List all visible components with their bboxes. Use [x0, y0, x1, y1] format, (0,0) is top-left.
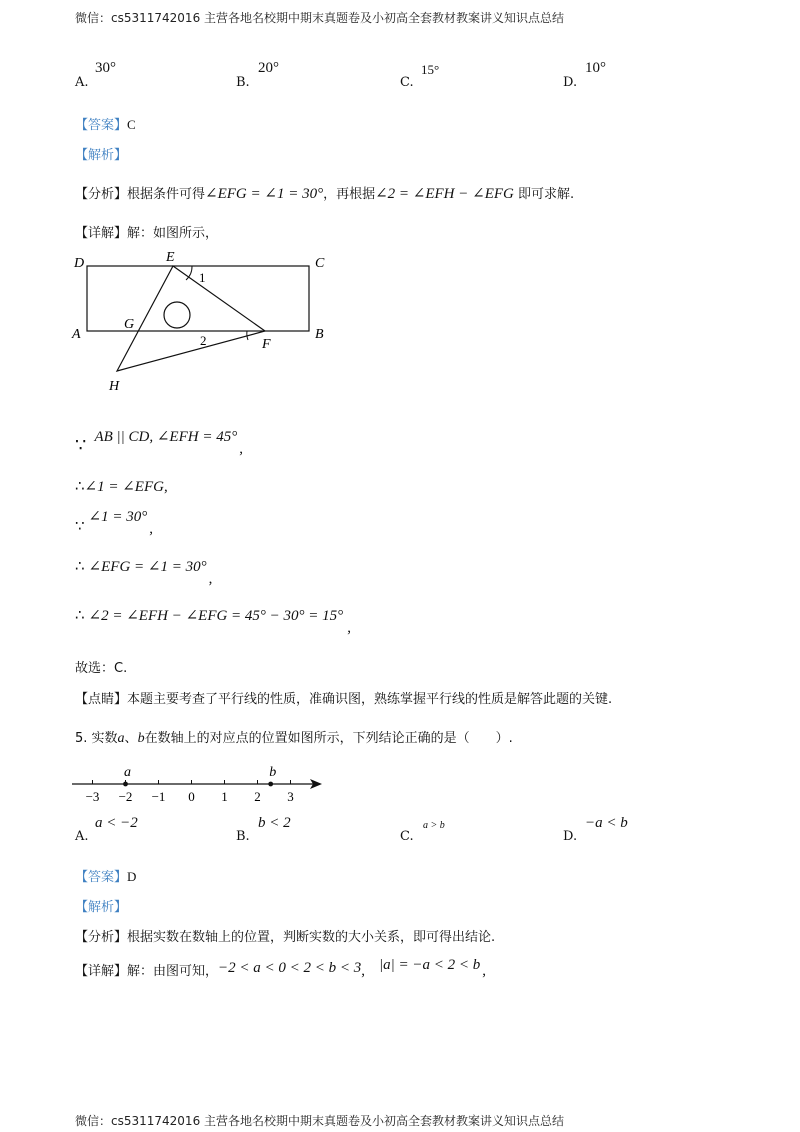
answer-line: [75, 114, 136, 133]
step-line: ∵ AB || CD, ∠EFH = 45°,: [75, 429, 243, 457]
xiangjie-tag: 【详解】: [75, 226, 128, 241]
option-letter: C.: [400, 75, 414, 90]
label-h: H: [109, 379, 120, 394]
xiangjie-text: 解：由图可知，: [127, 964, 219, 979]
conclusion-line: 故选：C.: [75, 661, 128, 676]
dianjing-tag: 【点睛】: [75, 692, 128, 707]
option-letter: B.: [236, 829, 250, 844]
triangle-efh: [117, 266, 265, 371]
label-f: F: [262, 337, 271, 352]
label-c: C: [315, 256, 325, 271]
option-value: 15°: [421, 62, 440, 77]
fenxi-text: 根据条件可得: [127, 187, 206, 202]
answer-tag: 【答案】: [75, 870, 128, 885]
analysis-line: [75, 183, 574, 203]
jiexi-tag: 【解析】: [75, 900, 128, 915]
option-value: −a < b: [585, 815, 628, 831]
label-a: A: [72, 327, 81, 342]
analysis-line: [75, 926, 495, 945]
option-value: b < 2: [258, 815, 291, 831]
tick-label: 0: [188, 789, 195, 804]
page-header: 微信：cs5311742016 主营各地名校期中期末真题卷及小初高全套教材教案讲义知识点总结: [75, 11, 565, 25]
option-letter: A.: [75, 75, 89, 90]
point-a: [123, 782, 128, 787]
option-letter: A.: [75, 829, 89, 844]
page-footer: 微信：cs5311742016 主营各地名校期中期末真题卷及小初高全套教材教案讲义知识点总结: [75, 1114, 565, 1128]
rectangle-dcba: [87, 266, 309, 331]
step-line: ∵ ∠1 = 30°,: [75, 509, 153, 537]
option-value: a < −2: [95, 815, 138, 831]
label-angle-1: 1: [199, 270, 206, 285]
label-e: E: [166, 250, 175, 265]
answer-line: [75, 866, 136, 885]
detail-line: [75, 222, 218, 241]
xiangjie-math: |a| = −a < 2 < b: [379, 957, 481, 973]
fenxi-text: 即可求解.: [513, 187, 575, 202]
fenxi-text: ，再根据: [323, 187, 376, 202]
note-line: [75, 688, 612, 707]
answer-tag: 【答案】: [75, 118, 128, 133]
tick-label: 2: [254, 789, 261, 804]
point-b: [268, 782, 273, 787]
fenxi-tag: 【分析】: [75, 187, 128, 202]
option-letter: B.: [236, 75, 250, 90]
question-5-stem: 5. 实数a、b在数轴上的对应点的位置如图所示，下列结论正确的是（ ）.: [75, 731, 513, 746]
option-value: 10°: [585, 60, 606, 76]
answer-value: D: [127, 869, 137, 884]
point-label-a: a: [124, 765, 131, 780]
label-g: G: [124, 317, 135, 332]
geometry-figure: [60, 245, 360, 400]
label-b: B: [315, 327, 324, 342]
label-angle-2: 2: [200, 333, 207, 348]
fenxi-tag: 【分析】: [75, 930, 128, 945]
tick-label: −3: [85, 789, 100, 804]
fenxi-math: ∠EFG = ∠1 = 30°: [205, 186, 324, 202]
xiangjie-tag: 【详解】: [75, 964, 128, 979]
option-letter: D.: [563, 75, 578, 90]
step-line: ∴∠1 = ∠EFG,: [75, 477, 168, 495]
dianjing-text: 本题主要考查了平行线的性质，准确识图，熟练掌握平行线的性质是解答此题的关键.: [127, 692, 613, 707]
fenxi-text: 根据实数在数轴上的位置，判断实数的大小关系，即可得出结论.: [127, 930, 496, 945]
number-line: [60, 760, 340, 805]
point-label-b: b: [269, 765, 277, 780]
xiangjie-text: 解：如图所示，: [127, 226, 219, 241]
jiexi-tag: 【解析】: [75, 148, 128, 163]
tick-label: −2: [118, 789, 133, 804]
fenxi-math: ∠2 = ∠EFH − ∠EFG: [375, 186, 514, 202]
option-value: 30°: [95, 60, 116, 76]
option-value: a > b: [423, 820, 445, 831]
tick-label: 1: [221, 789, 228, 804]
option-value: 20°: [258, 60, 279, 76]
option-letter: D.: [563, 829, 578, 844]
step-line: ∴ ∠EFG = ∠1 = 30°,: [75, 557, 213, 587]
tick-label: 3: [287, 789, 294, 804]
answer-value: C: [127, 117, 136, 132]
xiangjie-math: −2 < a < 0 < 2 < b < 3: [218, 960, 362, 976]
label-d: D: [74, 256, 85, 271]
step-line: ∴ ∠2 = ∠EFH − ∠EFG = 45° − 30° = 15°,: [75, 606, 351, 636]
detail-line: 【详解】解：由图可知，−2 < a < 0 < 2 < b < 3, |a| = −a < 2 < b ,: [75, 957, 487, 979]
option-letter: C.: [400, 829, 414, 844]
circle-shape: [164, 302, 190, 328]
tick-label: −1: [151, 789, 166, 804]
